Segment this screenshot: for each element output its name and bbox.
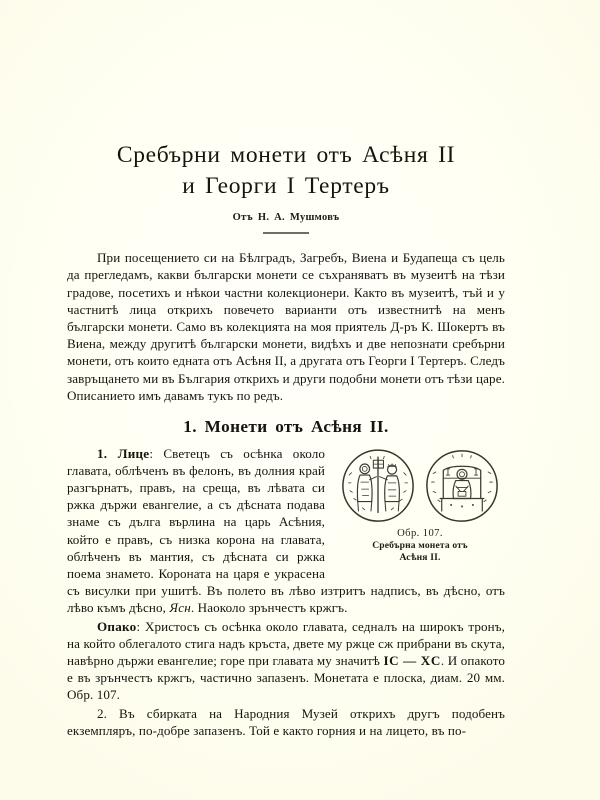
title-line-1: Сребърни монети отъ Асѣня II xyxy=(116,142,456,168)
title-separator-rule xyxy=(263,232,309,234)
page-title xyxy=(67,140,505,201)
title-block xyxy=(67,0,505,234)
obverse-lead-label: 1. Лице xyxy=(97,445,150,461)
figure-caption-line-2: Асѣня II. xyxy=(399,551,441,563)
author-byline: Отъ Н. А. Мушмовъ xyxy=(232,212,340,224)
figure-caption-line-1: Сребърна монета отъ xyxy=(372,540,468,552)
figure-number: Обр. 107. xyxy=(397,527,443,539)
christ-enthroned-coin xyxy=(423,447,501,525)
coin-illustrations xyxy=(335,447,505,525)
figure-coin-plate xyxy=(335,447,505,564)
reverse-text-b: . И опакото е въ зрънчестъ кржгъ, частично запазенъ. Монетата е плоска, диам. 20 мм. Обр. 107. xyxy=(67,653,505,703)
figure-caption xyxy=(335,528,505,564)
reverse-lead-label: Опако xyxy=(97,618,137,634)
obverse-text-a: Светецъ съ осѣнка около главата, облѣченъ въ фелонъ, въ долния край разгърнатъ, правъ, на среща, въ лѣвата си ржка държи евангелие, а съ дѣсната подава знаме съ дълга върлина на царь Асѣния, който е правъ, съ низка корона на главата, облѣченъ въ мантия, съ дѣсната си ржка поема знамето. Короната на царя е украсена съ висулки при ушитѣ. Въ полето въ лѣво изтритъ надписъ, въ дѣсно, отъ лѣво къмъ дѣсно, xyxy=(67,445,505,616)
obverse-text-b: . Наоколо зрънчестъ кржгъ. xyxy=(190,600,348,616)
title-line-2: и Георги I Тертеръ xyxy=(182,172,390,199)
obverse-lead-separator: : xyxy=(149,445,164,461)
christ-monogram: IC — XC xyxy=(383,653,441,668)
section-heading: 1. Монети отъ Асѣня II. xyxy=(183,416,389,436)
body-text xyxy=(67,249,505,739)
reverse-lead-separator: : xyxy=(136,618,145,634)
page-content-column xyxy=(67,0,505,739)
obverse-inscription: Ясн xyxy=(169,600,191,616)
saint-and-tsar-with-banner-coin xyxy=(339,447,417,525)
paragraph-item-two: 2. Въ сбирката на Народния Музей открихъ другъ подобенъ екземпляръ, по-добре запазенъ. Той е както горния и на лицето, въ по- xyxy=(67,705,505,738)
paragraph-intro: При посещението си на Бѣлградъ, Загребъ, Виена и Будапеща съ цель да прегледамъ, какви български монети се съхраняватъ въ музеитѣ на тѣзи градове, посетихъ и нѣкои частни колекционери. Както въ музеитѣ, тъй и у частнитѣ лица открихъ повечето варианти отъ известнитѣ на менъ български монети. Само въ колекцията на моя приятель Д-ръ К. Шокертъ въ Виена, между другитѣ български монети, видѣхъ и две непознати сребърни монети, отъ които едната отъ Асѣня II, а другата отъ Георги I Тертеръ. Следъ завръщането ми въ България открихъ и други подобни монети отъ тѣзи царе. Описанието имъ давамъ тукъ по редъ. xyxy=(67,250,505,403)
reverse-text-a: Христосъ съ осѣнка около главата, седналъ на широкъ тронъ, на който облегалото стига надъ кръста, двете му ржце сж прибрани въ скута, навѣрно държи евангелие; горе при главата му значитѣ xyxy=(67,618,505,668)
paragraph-reverse xyxy=(67,618,505,704)
